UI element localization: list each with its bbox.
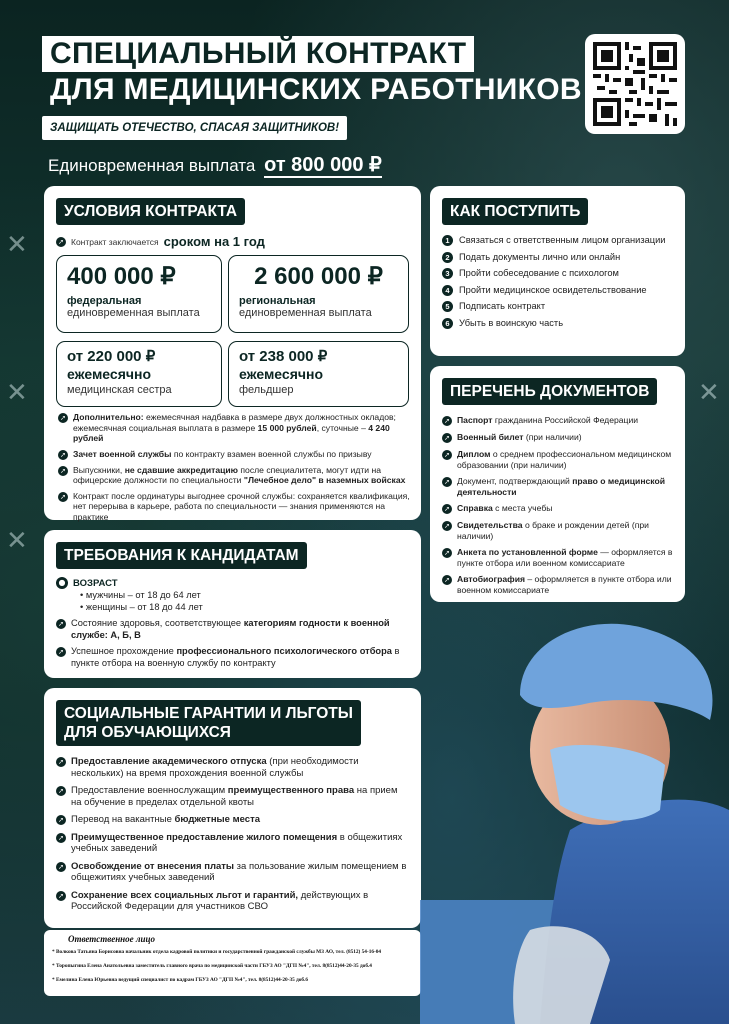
step-number-icon: 3 (442, 268, 453, 279)
arrow-bullet-icon: ➚ (442, 416, 452, 426)
medic-photo (420, 600, 729, 1024)
cross-decoration-icon: ✕ (6, 230, 28, 260)
responsible-person: * Емелина Елена Юрьевна ведущий специалист по кадрам ГБУЗ АО "ДГП №4", тел. 8(8512)44-20-35 доб.6 (52, 977, 309, 983)
payment-category: региональная (239, 295, 316, 307)
list-item: 6 Убыть в воинскую часть (442, 318, 673, 330)
title-line-1: СПЕЦИАЛЬНЫЙ КОНТРАКТ (42, 36, 474, 72)
requirements-title: ТРЕБОВАНИЯ К КАНДИДАТАМ (56, 542, 307, 569)
step-number-icon: 2 (442, 252, 453, 263)
payment-desc: медицинская сестра (67, 384, 172, 396)
arrow-bullet-icon: ➚ (56, 815, 66, 825)
arrow-bullet-icon: ➚ (442, 477, 452, 487)
payment-amount: от 220 000 ₽ (67, 348, 156, 365)
arrow-bullet-icon: ➚ (58, 450, 68, 460)
apply-card (430, 186, 685, 356)
arrow-bullet-icon: ➚ (56, 891, 66, 901)
documents-card (430, 366, 685, 602)
payment-desc: фельдшер (239, 384, 294, 396)
list-item: ➚ Успешное прохождение профессионального психологического отбора в пункте отбора на военную службу по контракту (56, 646, 409, 669)
title-line-2: ДЛЯ МЕДИЦИНСКИХ РАБОТНИКОВ (50, 73, 582, 106)
conditions-title: УСЛОВИЯ КОНТРАКТА (56, 198, 245, 225)
conditions-card (44, 186, 421, 520)
arrow-bullet-icon: ➚ (58, 492, 68, 502)
step-number-icon: 5 (442, 301, 453, 312)
contract-term (56, 234, 409, 249)
person-icon: ● (56, 577, 68, 589)
payment-category: ежемесячно (67, 366, 151, 382)
list-item: ➚ Преимущественное предоставление жилого помещения в общежитиях учебных заведений (56, 832, 409, 855)
list-item: ➚ Диплом о среднем профессиональном медицинском образовании (при наличии) (442, 449, 673, 470)
list-item: ➚ Анкета по установленной форме — оформляется в пункте отбора или военном комиссариате (442, 547, 673, 568)
age-women: • женщины – от 18 до 44 лет (80, 602, 203, 612)
list-item: ➚ Выпускники, не сдавшие аккредитацию после специалитета, могут идти на офицерские должности по специальности "Лечебное дело" в наземных войсках (58, 465, 410, 486)
list-item: ➚ Свидетельства о браке и рождении детей (при наличии) (442, 520, 673, 541)
slogan: ЗАЩИЩАТЬ ОТЕЧЕСТВО, СПАСАЯ ЗАЩИТНИКОВ! (42, 116, 347, 140)
age-men: • мужчины – от 18 до 64 лет (80, 590, 201, 600)
list-item: 4 Пройти медицинское освидетельствование (442, 285, 673, 297)
arrow-bullet-icon: ➚ (58, 466, 68, 476)
list-item: ➚ Справка с места учебы (442, 503, 673, 514)
payment-nurse (56, 341, 222, 407)
lump-sum-label: Единовременная выплата (48, 156, 256, 175)
cross-decoration-icon: ✕ (6, 378, 28, 408)
list-item: ➚ Сохранение всех социальных льгот и гарантий, действующих в Российской Федерации для участников СВО (56, 890, 409, 913)
list-item: ➚ Паспорт гражданина Российской Федерации (442, 415, 673, 426)
list-item: 3 Пройти собеседование с психологом (442, 268, 673, 280)
cross-decoration-icon: ✕ (698, 378, 720, 408)
documents-title: ПЕРЕЧЕНЬ ДОКУМЕНТОВ (442, 378, 657, 405)
step-number-icon: 6 (442, 318, 453, 329)
term-value: сроком на 1 год (163, 234, 265, 249)
payment-paramedic (228, 341, 409, 407)
list-item: ➚ Предоставление военнослужащим преимущественного права на прием на обучение в пределах отдельной квоты (56, 785, 409, 808)
payment-federal (56, 255, 222, 333)
list-item: ➚ Перевод на вакантные бюджетные места (56, 814, 409, 826)
qr-code-icon[interactable] (585, 34, 685, 134)
list-item: ➚ Состояние здоровья, соответствующее категориям годности к военной службе: А, Б, В (56, 618, 409, 641)
arrow-bullet-icon: ➚ (442, 575, 452, 585)
cross-decoration-icon: ✕ (6, 526, 28, 556)
apply-title: КАК ПОСТУПИТЬ (442, 198, 588, 225)
list-item: ➚ Военный билет (при наличии) (442, 432, 673, 443)
list-item: ➚ Дополнительно: ежемесячная надбавка в размере двух должностных окладов; ежемесячная социальная выплата в размере 15 000 рублей, суточные – 4 240 рублей (58, 412, 410, 444)
list-item: 1 Связаться с ответственным лицом организации (442, 235, 673, 247)
social-title: СОЦИАЛЬНЫЕ ГАРАНТИИ И ЛЬГОТЫ ДЛЯ ОБУЧАЮЩИХСЯ (56, 700, 361, 746)
list-item: ➚ Документ, подтверждающий право о медицинской деятельности (442, 476, 673, 497)
list-item: ➚ Автобиография – оформляется в пункте отбора или военном комиссариате (442, 574, 673, 595)
arrow-bullet-icon: ➚ (56, 237, 66, 247)
arrow-bullet-icon: ➚ (442, 450, 452, 460)
arrow-bullet-icon: ➚ (58, 413, 68, 423)
arrow-bullet-icon: ➚ (56, 786, 66, 796)
payment-amount: от 238 000 ₽ (239, 348, 328, 365)
lump-sum-value: от 800 000 ₽ (264, 154, 382, 176)
payment-desc: единовременная выплата (239, 307, 372, 319)
list-item: ➚ Зачет военной службы по контракту взамен военной службы по призыву (58, 449, 410, 460)
arrow-bullet-icon: ➚ (442, 548, 452, 558)
payment-category: федеральная (67, 295, 142, 307)
payment-regional (228, 255, 409, 333)
page-title (42, 36, 590, 108)
responsible-title: Ответственное лицо (68, 934, 156, 944)
list-item: 2 Подать документы лично или онлайн (442, 252, 673, 264)
payment-amount: 2 600 000 ₽ (254, 263, 383, 290)
responsible-card (44, 930, 421, 996)
arrow-bullet-icon: ➚ (56, 862, 66, 872)
lump-sum (48, 152, 382, 177)
arrow-bullet-icon: ➚ (442, 504, 452, 514)
list-item: 5 Подписать контракт (442, 301, 673, 313)
arrow-bullet-icon: ➚ (56, 833, 66, 843)
arrow-bullet-icon: ➚ (56, 757, 66, 767)
list-item: ➚ Предоставление академического отпуска (при необходимости нескольких) на время прохождения военной службы (56, 756, 409, 779)
step-number-icon: 1 (442, 235, 453, 246)
arrow-bullet-icon: ➚ (442, 433, 452, 443)
step-number-icon: 4 (442, 285, 453, 296)
responsible-person: * Волкова Татьяна Борисовна начальник отдела кадровой политики и государственной гражданской службы МЗ АО, тел. (8512) 54-16-04 (52, 949, 382, 955)
age-heading: ● ВОЗРАСТ (56, 577, 409, 589)
requirements-card (44, 530, 421, 678)
responsible-person: * Торопыгина Елена Анатольевна заместитель главного врача по медицинской части ГБУЗ АО "ДГП №4", тел. 8(8512)44-20-35 доб.4 (52, 963, 372, 969)
arrow-bullet-icon: ➚ (56, 647, 66, 657)
payment-amount: 400 000 ₽ (67, 263, 176, 290)
payments-grid (56, 255, 409, 425)
arrow-bullet-icon: ➚ (56, 619, 66, 629)
payment-desc: единовременная выплата (67, 307, 200, 319)
social-card (44, 688, 421, 928)
list-item: ➚ Контракт после ординатуры выгоднее срочной службы: сохраняется квалификация, нет перерыва в карьере, работа по специальности — знания применяются на практике (58, 491, 410, 523)
list-item: ➚ Освобождение от внесения платы за пользование жилым помещением в общежитиях учебных заведений (56, 861, 409, 884)
term-label: Контракт заключается (71, 236, 159, 247)
conditions-notes (58, 412, 410, 527)
arrow-bullet-icon: ➚ (442, 521, 452, 531)
payment-category: ежемесячно (239, 366, 323, 382)
